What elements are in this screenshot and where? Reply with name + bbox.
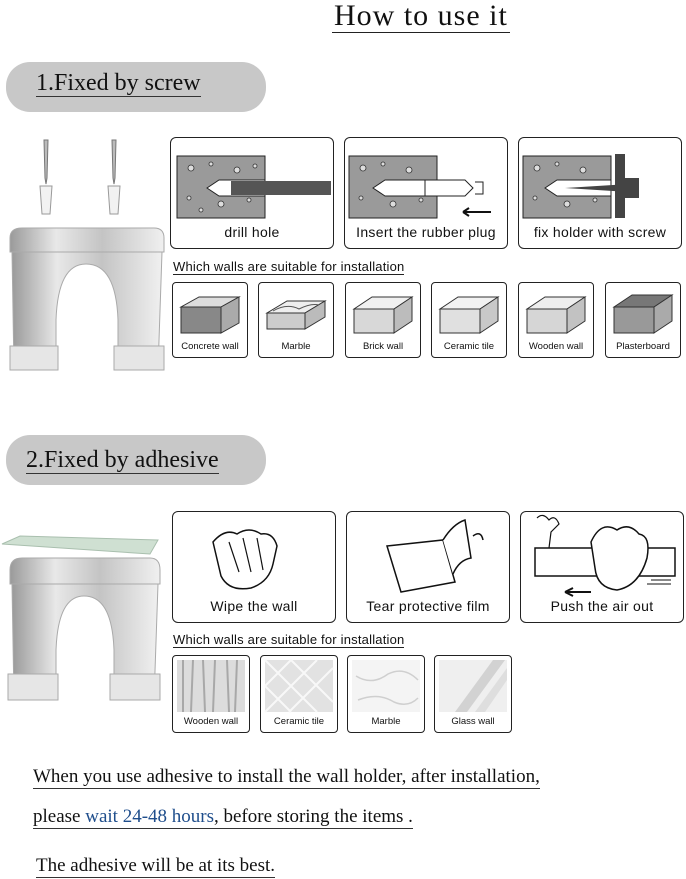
holder-with-adhesive-image: [0, 534, 162, 704]
page-title: How to use it: [334, 0, 508, 32]
wall-label: Concrete wall: [181, 341, 239, 352]
walls-heading: Which walls are suitable for installation: [173, 632, 405, 647]
wall-ceramic-tile: [431, 282, 507, 358]
wall-label: Marble: [281, 341, 311, 352]
step-drill-hole: [170, 137, 334, 249]
wall-brick: [345, 282, 421, 358]
step-caption: fix holder with screw: [533, 224, 667, 240]
note-line-2-pre: please: [33, 806, 86, 827]
step-insert-rubber-plug: [344, 137, 508, 249]
wait-time-highlight: wait 24-48 hours: [85, 806, 214, 827]
note-line-3: The adhesive will be at its best.: [36, 855, 276, 876]
section2-heading-pill: [6, 435, 266, 485]
wall-marble: [258, 282, 334, 358]
note-line-1: When you use adhesive to install the wall holder, after installation,: [33, 766, 540, 787]
step-caption: Insert the rubber plug: [356, 224, 496, 240]
wall-label: Plasterboard: [616, 341, 670, 352]
wall-label: Glass wall: [451, 716, 495, 727]
note-line-2-post: , before storing the items .: [214, 806, 413, 827]
section1-heading-pill: [6, 62, 266, 112]
walls-heading: Which walls are suitable for installation: [173, 259, 405, 274]
wall-wooden: [518, 282, 594, 358]
wall-ceramic-tile: [260, 655, 338, 733]
wall-label: Ceramic tile: [273, 716, 325, 727]
section2-heading: 2.Fixed by adhesive: [26, 447, 219, 473]
step-caption: Wipe the wall: [210, 598, 298, 614]
step-fix-holder-with-screw: [518, 137, 682, 249]
wall-concrete: [172, 282, 248, 358]
section1-heading: 1.Fixed by screw: [36, 70, 201, 96]
step-push-the-air-out: [520, 511, 684, 623]
wall-label: Ceramic tile: [443, 341, 495, 352]
wall-label: Wooden wall: [183, 716, 239, 727]
wall-label: Brick wall: [362, 341, 404, 352]
wall-label: Wooden wall: [528, 341, 584, 352]
screws-and-plugs-image: [30, 138, 140, 220]
step-caption: Tear protective film: [366, 598, 490, 614]
holder-image: [6, 224, 168, 374]
step-caption: Push the air out: [550, 598, 654, 614]
step-wipe-the-wall: [172, 511, 336, 623]
wall-glass: [434, 655, 512, 733]
wall-label: Marble: [371, 716, 401, 727]
step-caption: drill hole: [224, 224, 280, 240]
wall-marble: [347, 655, 425, 733]
wall-plasterboard: [605, 282, 681, 358]
note-line-2: [33, 806, 413, 829]
step-tear-protective-film: [346, 511, 510, 623]
wall-wooden: [172, 655, 250, 733]
